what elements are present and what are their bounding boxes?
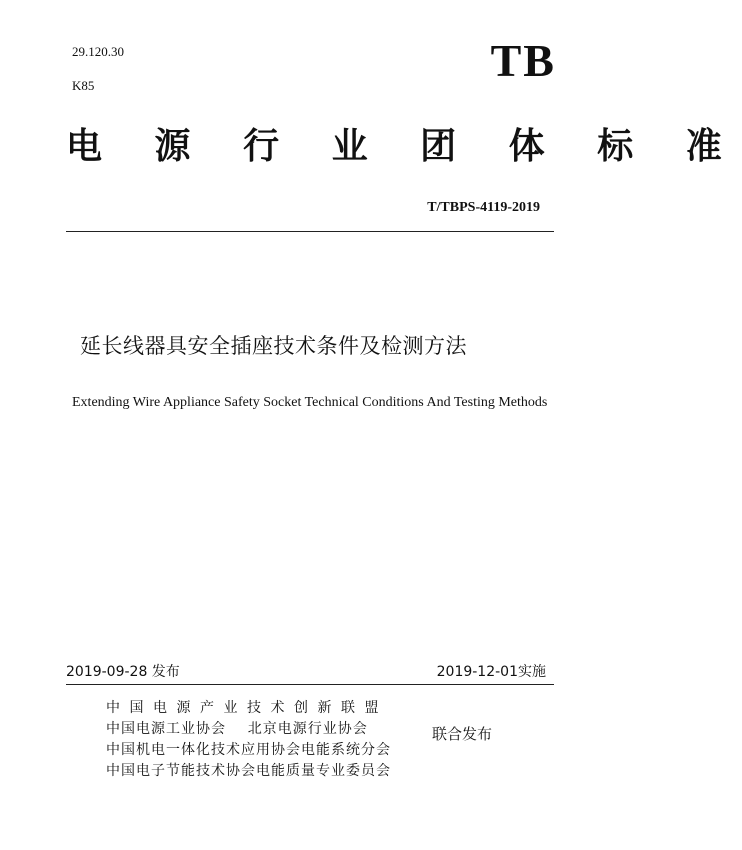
tb-logo: TB — [490, 35, 556, 86]
standard-category-title: 电 源 行 业 团 体 标 准 — [66, 125, 742, 167]
document-title-english: Extending Wire Appliance Safety Socket Technical Conditions And Testing Methods — [72, 395, 548, 410]
header-divider — [66, 231, 554, 232]
joint-release-label: 联合发布 — [432, 725, 493, 743]
implementation-date: 2019-12-01实施 — [436, 664, 546, 680]
issue-date: 2019-09-28 发布 — [66, 664, 180, 680]
document-title-chinese: 延长线器具安全插座技术条件及检测方法 — [80, 334, 467, 358]
ics-code: 29.120.30 — [72, 44, 124, 59]
publisher-organization: 中国电子节能技术协会电能质量专业委员会 — [106, 763, 391, 779]
publisher-organization: 中国电源工业协会 北京电源行业协会 — [106, 721, 368, 737]
footer-divider — [66, 684, 554, 685]
publisher-organization: 中国机电一体化技术应用协会电能系统分会 — [106, 742, 391, 758]
standard-number: T/TBPS-4119-2019 — [427, 200, 540, 215]
publisher-organization: 中国电源产业技术创新联盟 — [106, 700, 388, 716]
ccs-code: K85 — [72, 78, 95, 93]
